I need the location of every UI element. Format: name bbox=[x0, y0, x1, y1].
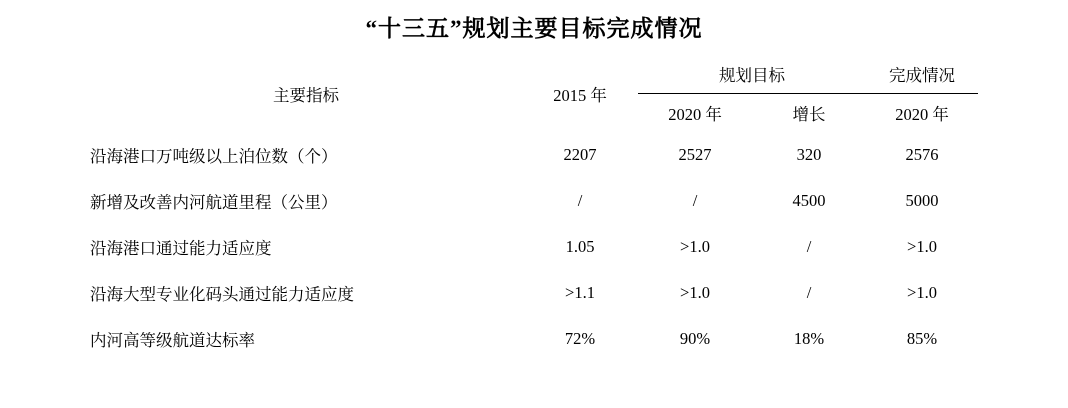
header-group-actual: 完成情况 bbox=[889, 66, 955, 85]
row-indicator: 沿海大型专业化码头通过能力适应度 bbox=[90, 285, 354, 304]
page-title: “十三五”规划主要目标完成情况 bbox=[365, 16, 703, 41]
row-value-growth: 320 bbox=[796, 145, 822, 164]
row-indicator: 新增及改善内河航道里程（公里） bbox=[90, 193, 338, 212]
row-value-plan-2020: >1.0 bbox=[680, 237, 710, 256]
row-value-growth: / bbox=[806, 237, 812, 256]
row-indicator: 沿海港口万吨级以上泊位数（个） bbox=[90, 147, 338, 166]
row-value-plan-2020: 90% bbox=[679, 329, 711, 348]
row-value-plan-2020: >1.0 bbox=[680, 283, 710, 302]
table-row bbox=[90, 132, 978, 178]
table-header-row-1 bbox=[90, 55, 978, 94]
row-value-2015: 2207 bbox=[563, 145, 597, 164]
table-row bbox=[90, 178, 978, 224]
row-value-2015: 1.05 bbox=[565, 237, 595, 256]
row-value-plan-2020: / bbox=[692, 191, 698, 210]
row-value-2015: / bbox=[577, 191, 583, 210]
header-actual-2020: 2020 年 bbox=[866, 94, 978, 133]
row-value-growth: / bbox=[806, 283, 812, 302]
row-value-2015: 72% bbox=[564, 329, 596, 348]
row-value-plan-2020: 2527 bbox=[678, 145, 712, 164]
targets-table bbox=[90, 55, 978, 362]
header-indicator: 主要指标 bbox=[273, 85, 339, 105]
row-value-actual-2020: >1.0 bbox=[907, 237, 937, 256]
header-plan-2020: 2020 年 bbox=[638, 94, 752, 133]
row-value-growth: 4500 bbox=[792, 191, 826, 210]
row-value-2015: >1.1 bbox=[565, 283, 595, 302]
row-value-growth: 18% bbox=[793, 329, 825, 348]
row-indicator: 内河高等级航道达标率 bbox=[90, 331, 255, 350]
row-value-actual-2020: 85% bbox=[906, 329, 938, 348]
row-indicator: 沿海港口通过能力适应度 bbox=[90, 239, 272, 258]
header-year-2015: 2015 年 bbox=[553, 85, 607, 105]
table-row bbox=[90, 316, 978, 362]
row-value-actual-2020: >1.0 bbox=[907, 283, 937, 302]
table-row bbox=[90, 224, 978, 270]
table-row bbox=[90, 270, 978, 316]
table-container bbox=[90, 55, 978, 362]
row-value-actual-2020: 2576 bbox=[905, 145, 939, 164]
header-plan-growth: 增长 bbox=[752, 94, 866, 133]
row-value-actual-2020: 5000 bbox=[905, 191, 939, 210]
header-group-plan: 规划目标 bbox=[719, 66, 785, 85]
